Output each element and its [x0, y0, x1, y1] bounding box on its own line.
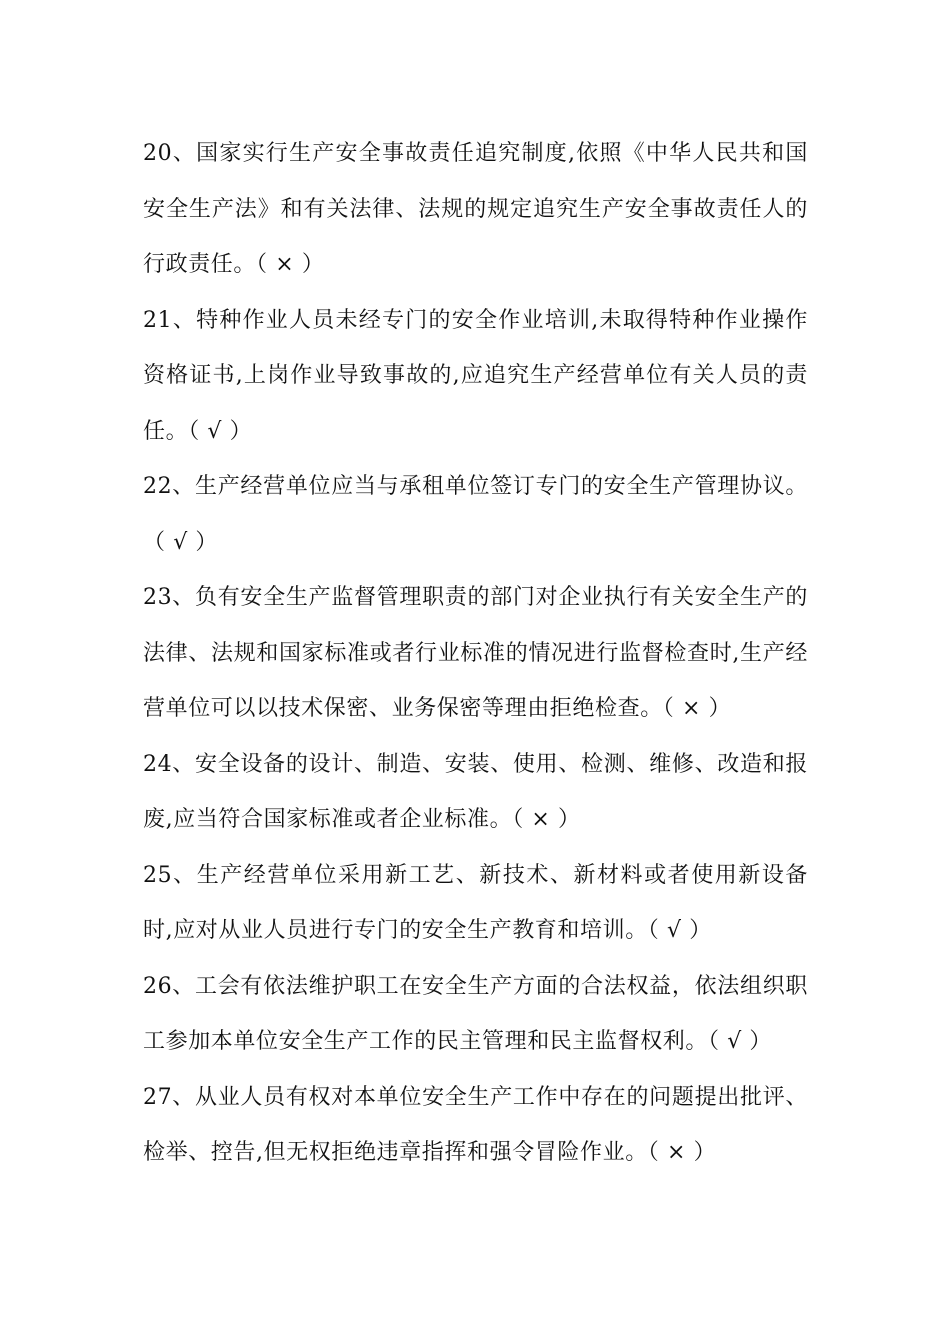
question-item-27: 27、从业人员有权对本单位安全生产工作中存在的问题提出批评、检举、控告,但无权拒绝违章指挥和强令冒险作业。（ × ）: [143, 1084, 808, 1165]
question-item-26: 26、工会有依法维护职工在安全生产方面的合法权益，依法组织职工参加本单位安全生产工作的民主管理和民主监督权利。（ √ ）: [143, 973, 808, 1054]
question-item-21: 21、特种作业人员未经专门的安全作业培训,未取得特种作业操作资格证书,上岗作业导致事故的,应追究生产经营单位有关人员的责任。（ √ ）: [143, 307, 808, 444]
question-item-22: 22、生产经营单位应当与承租单位签订专门的安全生产管理协议。（ √ ）: [143, 474, 808, 555]
question-list: [143, 126, 808, 1181]
question-item-25: 25、生产经营单位采用新工艺、新技术、新材料或者使用新设备时,应对从业人员进行专门的安全生产教育和培训。（ √ ）: [143, 862, 808, 943]
question-item-20: 20、国家实行生产安全事故责任追究制度,依照《中华人民共和国安全生产法》和有关法律、法规的规定追究生产安全事故责任人的行政责任。（ × ）: [143, 141, 808, 277]
question-item-23: 23、负有安全生产监督管理职责的部门对企业执行有关安全生产的法律、法规和国家标准或者行业标准的情况进行监督检查时,生产经营单位可以以技术保密、业务保密等理由拒绝检查。（ × ）: [143, 585, 808, 721]
question-item-24: 24、安全设备的设计、制造、安装、使用、检测、维修、改造和报废,应当符合国家标准或者企业标准。（ × ）: [143, 751, 808, 832]
